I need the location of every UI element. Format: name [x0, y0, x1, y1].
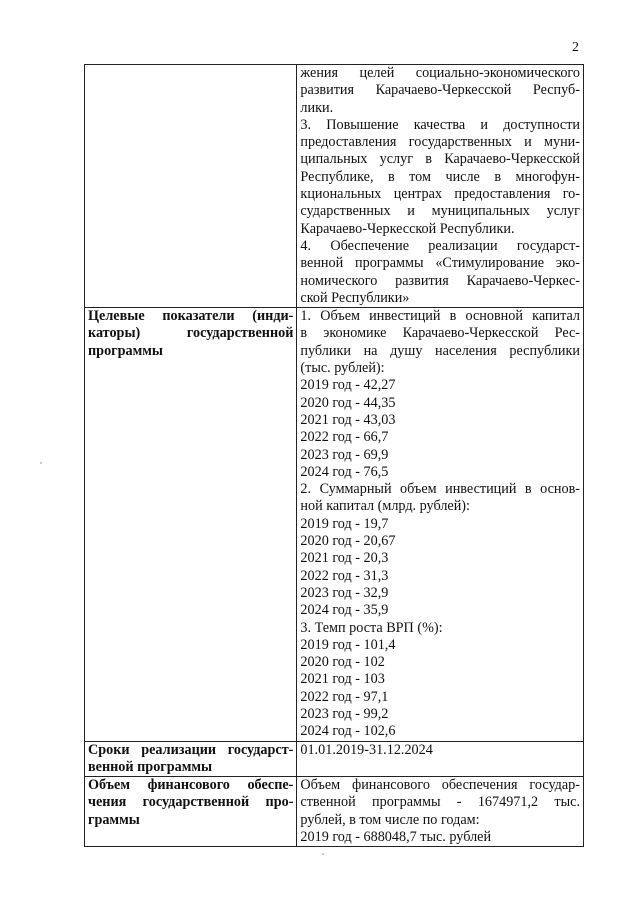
row-value-line: предоставления государственных и муни- — [300, 134, 580, 151]
row-label-cell — [85, 65, 297, 308]
row-value-line: 2023 год - 69,9 — [300, 446, 389, 463]
row-value-line: 2019 год - 688048,7 тыс. рублей — [300, 829, 492, 846]
table-row — [85, 741, 584, 777]
row-value-line: кциональных центрах предоставления го- — [300, 186, 580, 203]
row-value-cell — [297, 777, 584, 847]
row-label-line: Объем финансового обеспе- — [88, 777, 294, 794]
row-value-line: 2021 год - 20,3 — [300, 550, 389, 567]
row-value-line: сударственных и муниципальных услуг — [300, 203, 580, 220]
row-label-line: граммы — [88, 811, 140, 828]
row-label-line: каторы) государственной — [88, 325, 294, 342]
row-label-cell — [85, 741, 297, 777]
row-value-line: 2022 год - 97,1 — [300, 688, 389, 705]
row-value-line: 2022 год - 66,7 — [300, 429, 389, 446]
passport-table-body — [85, 65, 584, 847]
row-value-line: 2023 год - 32,9 — [300, 584, 389, 601]
row-value-cell — [297, 308, 584, 741]
program-passport-table — [84, 64, 584, 847]
row-value-line: ственной программы - 1674971,2 тыс. — [300, 794, 580, 811]
row-value-line: лики. — [300, 99, 334, 116]
row-value-line: Объем финансового обеспечения государ- — [300, 777, 580, 794]
row-value-line: 4. Обеспечение реализации государст- — [300, 237, 580, 254]
table-row — [85, 308, 584, 741]
row-value-line: 2. Суммарный объем инвестиций в основ- — [300, 481, 580, 498]
table-row — [85, 777, 584, 847]
row-value-line: 3. Темп роста ВРП (%): — [300, 619, 443, 636]
row-value-line: 2021 год - 103 — [300, 671, 385, 688]
row-value-line: 2022 год - 31,3 — [300, 567, 389, 584]
row-value-line: ципальных услуг в Карачаево-Черкесской — [300, 151, 580, 168]
row-value-line: 3. Повышение качества и доступности — [300, 116, 580, 133]
row-value-line: ной капитал (млрд. рублей): — [300, 498, 470, 515]
row-value-cell — [297, 741, 584, 777]
row-value-line: 2024 год - 76,5 — [300, 463, 389, 480]
row-value-line: 1. Объем инвестиций в основной капитал — [300, 308, 580, 325]
row-label-line: программы — [88, 342, 163, 359]
row-label-line: Сроки реализации государст- — [88, 741, 294, 758]
row-value-line: (тыс. рублей): — [300, 360, 385, 377]
row-value-line: 2024 год - 35,9 — [300, 602, 389, 619]
row-value-line: публики на душу населения республики — [300, 342, 580, 359]
row-value-line: развития Карачаево-Черкесской Респуб- — [300, 82, 580, 99]
row-value-line: 2020 год - 20,67 — [300, 533, 396, 550]
row-label-cell — [85, 777, 297, 847]
scan-speck — [40, 462, 42, 464]
row-value-line: жения целей социально-экономического — [300, 65, 580, 81]
row-value-line: 01.01.2019-31.12.2024 — [300, 741, 433, 758]
row-label-line: Целевые показатели (инди- — [88, 308, 294, 325]
row-value-line: 2020 год - 44,35 — [300, 394, 396, 411]
row-value-line: 2020 год - 102 — [300, 654, 385, 671]
row-value-line: в экономике Карачаево-Черкесской Рес- — [300, 325, 580, 342]
row-label-line: чения государственной про- — [88, 794, 294, 811]
row-value-line: рублей, в том числе по годам: — [300, 811, 480, 828]
table-row — [85, 65, 584, 308]
row-label-cell — [85, 308, 297, 741]
row-value-line: 2024 год - 102,6 — [300, 723, 396, 740]
row-value-line: номического развития Карачаево-Черкес- — [300, 272, 580, 289]
row-value-line: венной программы «Стимулирование эко- — [300, 255, 580, 272]
row-value-cell — [297, 65, 584, 308]
row-value-line: Республике, в том числе в многофун- — [300, 168, 580, 185]
row-value-line: 2019 год - 19,7 — [300, 515, 389, 532]
row-value-line: 2021 год - 43,03 — [300, 411, 396, 428]
row-label-line: венной программы — [88, 758, 213, 775]
row-value-line: 2019 год - 42,27 — [300, 377, 396, 394]
row-value-line: 2019 год - 101,4 — [300, 636, 396, 653]
page-number: 2 — [572, 40, 579, 55]
row-value-line: ской Республики» — [300, 289, 410, 306]
scan-speck — [322, 853, 324, 855]
row-value-line: Карачаево-Черкесской Республики. — [300, 220, 515, 237]
row-value-line: 2023 год - 99,2 — [300, 705, 389, 722]
